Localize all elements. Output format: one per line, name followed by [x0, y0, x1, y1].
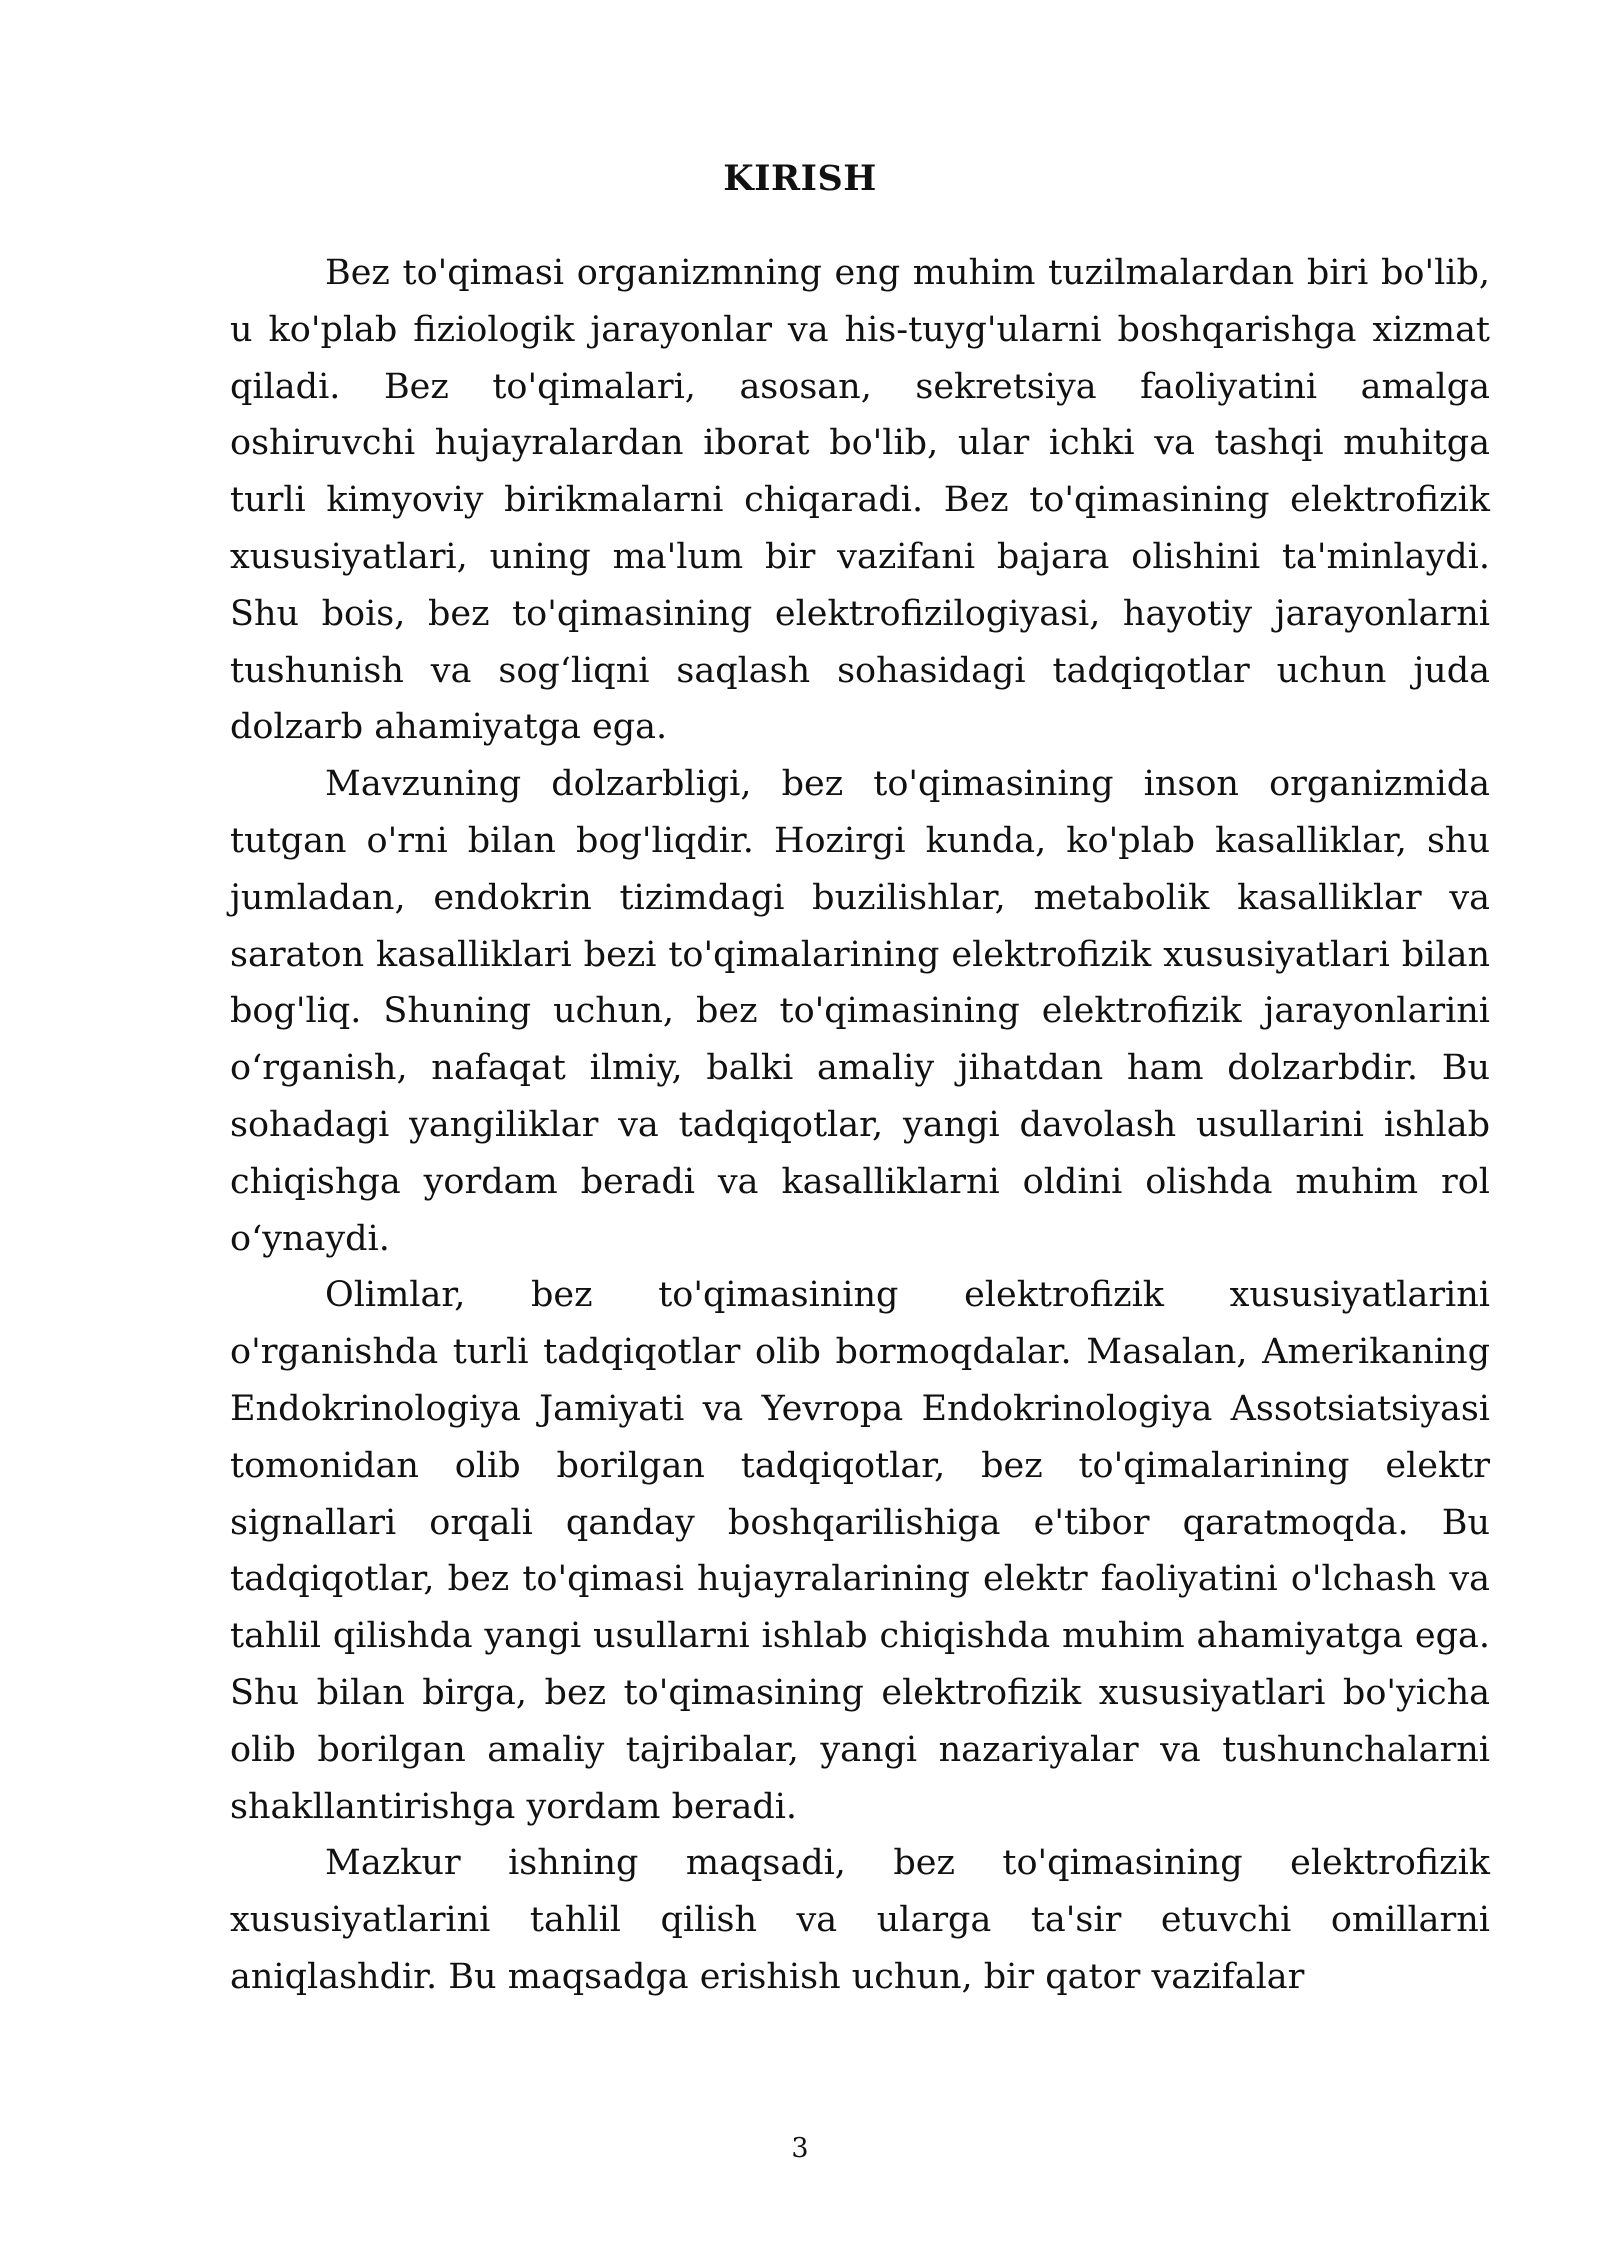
paragraph-goal: Mazkur ishning maqsadi, bez to'qimasining elektrofizik xususiyatlarini tahlil qilish va ularga ta'sir etuvchi omillarni aniqlashdir. Bu maqsadga erishish uchun, bir qator vazifalar: [230, 1843, 1490, 1997]
page-number: 3: [791, 2133, 809, 2164]
body-text: [230, 245, 1490, 2006]
section-title: KIRISH: [723, 158, 877, 199]
paragraph-relevance: Mavzuning dolzarbligi, bez to'qimasining inson organizmida tutgan o'rni bilan bog'liqdir. Hozirgi kunda, ko'plab kasalliklar, shu jumladan, endokrin tizimdagi buzilishlar, metabolik kasalliklar va saraton kasalliklari bezi to'qimalarining elektrofizik xususiyatlari bilan bog'liq. Shuning uchun, bez to'qimasining elektrofizik jarayonlarini o‘rganish, nafaqat ilmiy, balki amaliy jihatdan ham dolzarbdir. Bu sohadagi yangiliklar va tadqiqotlar, yangi davolash usullarini ishlab chiqishga yordam beradi va kasalliklarni oldini olishda muhim rol o‘ynaydi.: [230, 764, 1490, 1259]
paragraph-introduction: Bez to'qimasi organizmning eng muhim tuzilmalardan biri bo'lib, u ko'plab fiziologik jarayonlar va his-tuyg'ularni boshqarishga xizmat qiladi. Bez to'qimalari, asosan, sekretsiya faoliyatini amalga oshiruvchi hujayralardan iborat bo'lib, ular ichki va tashqi muhitga turli kimyoviy birikmalarni chiqaradi. Bez to'qimasining elektrofizik xususiyatlari, uning ma'lum bir vazifani bajara olishini ta'minlaydi. Shu bois, bez to'qimasining elektrofizilogiyasi, hayotiy jarayonlarni tushunish va sog‘liqni saqlash sohasidagi tadqiqotlar uchun juda dolzarb ahamiyatga ega.: [230, 253, 1490, 748]
paragraph-research: Olimlar, bez to'qimasining elektrofizik xususiyatlarini o'rganishda turli tadqiqotlar olib bormoqdalar. Masalan, Amerikaning Endokrinologiya Jamiyati va Yevropa Endokrinologiya Assotsiatsiyasi tomonidan olib borilgan tadqiqotlar, bez to'qimalarining elektr signallari orqali qanday boshqarilishiga e'tibor qaratmoqda. Bu tadqiqotlar, bez to'qimasi hujayralarining elektr faoliyatini o'lchash va tahlil qilishda yangi usullarni ishlab chiqishda muhim ahamiyatga ega. Shu bilan birga, bez to'qimasining elektrofizik xususiyatlari bo'yicha olib borilgan amaliy tajribalar, yangi nazariyalar va tushunchalarni shakllantirishga yordam beradi.: [230, 1275, 1490, 1827]
